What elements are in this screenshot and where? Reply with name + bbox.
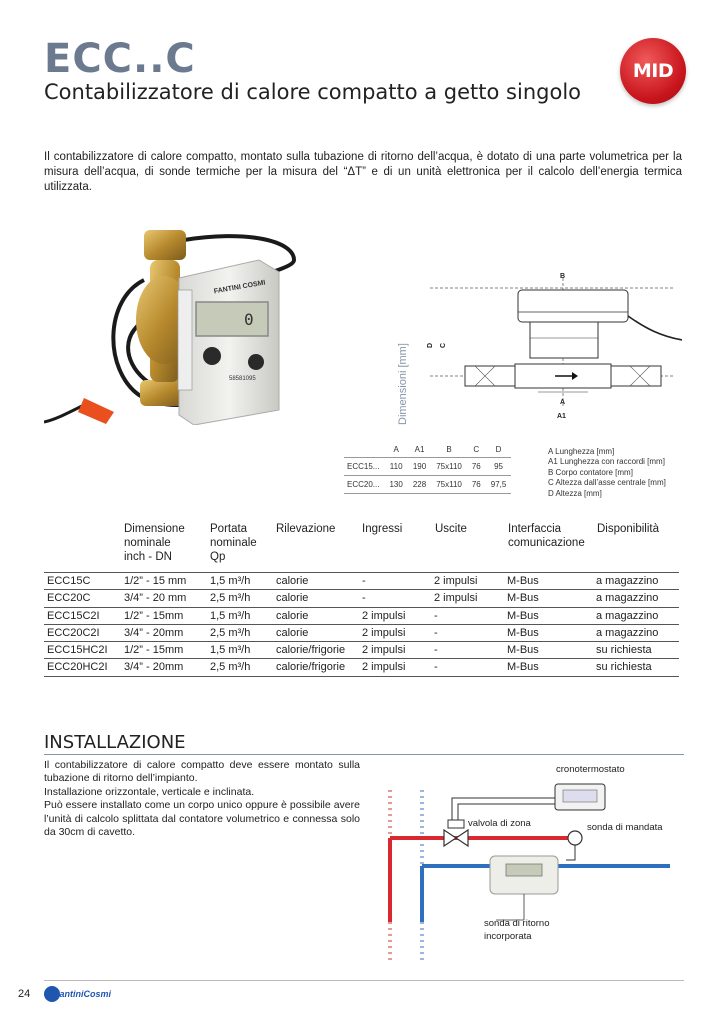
- installation-diagram: [380, 760, 690, 960]
- table-cell: calorie: [276, 575, 309, 587]
- dim-col-a1: A1: [414, 445, 425, 454]
- table-cell: 1/2” - 15mm: [124, 609, 184, 622]
- dim-a1-label: A1: [557, 413, 566, 420]
- legend-item: A1 Lunghezza con raccordi [mm]: [548, 457, 665, 467]
- table-cell: calorie/frigorie: [276, 661, 346, 674]
- table-cell: 1,5 m³/h: [210, 575, 251, 587]
- table-cell: 76: [467, 458, 486, 476]
- table-cell: 2 impulsi: [362, 661, 406, 674]
- brand-label: FANTINI COSMI: [213, 279, 266, 296]
- section-divider: [44, 754, 684, 755]
- table-cell: 130: [384, 476, 407, 494]
- col-header-ingressi: Ingressi: [362, 523, 403, 535]
- table-cell: -: [362, 575, 366, 587]
- table-cell: ECC20C: [47, 592, 91, 605]
- models-table: [44, 572, 679, 677]
- col-header-disponibilita: Disponibilità: [597, 523, 660, 535]
- footer-divider: [44, 980, 684, 981]
- legend-item: D Altezza [mm]: [548, 488, 602, 498]
- table-cell: calorie/frigorie: [276, 644, 346, 657]
- header-line: comunicazione: [508, 537, 585, 549]
- sonda-ritorno-line: sonda di ritorno: [484, 918, 550, 929]
- legend-item: C Altezza dall’asse centrale [mm]: [548, 478, 666, 488]
- installazione-paragraph: Il contabilizzatore di calore compatto deve essere montato sulla tubazione di ritorno dell’impianto.: [44, 759, 360, 785]
- table-cell: 2 impulsi: [434, 592, 478, 605]
- table-cell: 1/2” - 15 mm: [124, 575, 187, 587]
- table-row: [344, 458, 511, 476]
- mid-badge: MID: [620, 38, 686, 104]
- table-cell: 97,5: [486, 476, 512, 494]
- dim-col-d: D: [495, 445, 502, 454]
- table-cell: ECC15HC2I: [47, 644, 108, 657]
- dim-col-model: [344, 442, 384, 458]
- table-row: [44, 642, 679, 659]
- sonda-ritorno-label: [484, 918, 549, 943]
- table-cell: ECC20HC2I: [47, 661, 108, 674]
- table-cell: a magazzino: [596, 609, 659, 622]
- table-cell: M-Bus: [507, 644, 539, 657]
- table-cell: ECC15C: [47, 575, 91, 587]
- table-cell: 2 impulsi: [434, 575, 478, 587]
- table-cell: calorie: [276, 592, 309, 605]
- dimensions-table-header: [344, 442, 511, 458]
- dimensions-legend: [548, 447, 666, 499]
- table-cell: 1,5 m³/h: [210, 609, 251, 622]
- sonda-mandata-label: sonda di mandata: [587, 822, 663, 833]
- cronotermostato-label: cronotermostato: [556, 764, 625, 775]
- fantini-cosmi-logo: [44, 986, 111, 1002]
- table-cell: 2,5 m³/h: [210, 592, 251, 605]
- col-header-uscite: Uscite: [435, 523, 467, 535]
- table-cell: 3/4” - 20mm: [124, 661, 184, 674]
- col-header-rilevazione: Rilevazione: [276, 523, 336, 535]
- table-row: [44, 608, 679, 625]
- header-line: Qp: [210, 551, 226, 563]
- header-line: Dimensione: [124, 523, 185, 535]
- table-cell: -: [362, 592, 366, 605]
- table-cell: 75x110: [431, 476, 467, 494]
- sonda-ritorno-line: incorporata: [484, 930, 532, 942]
- table-cell: a magazzino: [596, 575, 659, 587]
- dim-col-a: A: [393, 445, 399, 454]
- dim-a-label: A: [560, 399, 566, 406]
- table-cell: -: [434, 626, 438, 639]
- table-cell: M-Bus: [507, 592, 539, 605]
- dimensions-axis-label: Dimensioni [mm]: [397, 343, 409, 425]
- installazione-heading: INSTALLAZIONE: [44, 732, 186, 753]
- col-header-portata: [210, 522, 257, 564]
- product-photo: [44, 220, 344, 425]
- table-row: [44, 625, 679, 642]
- header-line: Portata: [210, 523, 248, 535]
- dimensions-table: [344, 442, 511, 494]
- table-cell: 3/4” - 20 mm: [124, 592, 187, 605]
- table-cell: 3/4” - 20mm: [124, 626, 184, 639]
- page-number: 24: [18, 988, 31, 1000]
- table-row: [344, 476, 511, 494]
- col-header-dimensione: [124, 522, 185, 564]
- installazione-text: [44, 759, 360, 839]
- table-cell: ECC15...: [344, 458, 384, 476]
- intro-paragraph: Il contabilizzatore di calore compatto, montato sulla tubazione di ritorno dell’acqua, è dotato di una parte volumetrica per la misura dell’acqua, di sonde termiche per la misura del “ΔT” e di un unità elettronica per il calcolo dell’energia termica utilizzata.: [44, 151, 682, 193]
- table-cell: -: [434, 609, 438, 622]
- table-row: [44, 590, 679, 607]
- table-cell: -: [434, 661, 438, 674]
- table-cell: 95: [486, 458, 512, 476]
- table-cell: 2 impulsi: [362, 626, 406, 639]
- table-cell: calorie: [276, 626, 309, 639]
- table-cell: M-Bus: [507, 661, 539, 674]
- logo-text: FantiniCosmi: [54, 989, 112, 999]
- serial-label: 58581095: [229, 376, 256, 382]
- table-cell: M-Bus: [507, 609, 539, 622]
- table-cell: 2,5 m³/h: [210, 661, 251, 674]
- page-subtitle: Contabilizzatore di calore compatto a getto singolo: [44, 80, 581, 104]
- table-cell: su richiesta: [596, 644, 652, 657]
- table-cell: 2,5 m³/h: [210, 626, 251, 639]
- installazione-paragraph: Può essere installato come un corpo unico oppure è possibile avere l’unità di calcolo splittata dal contatore volumetrico e connessa solo da 30cm di cavetto.: [44, 799, 360, 839]
- table-cell: 2 impulsi: [362, 609, 406, 622]
- dim-c-label: C: [440, 342, 447, 348]
- installazione-paragraph: Installazione orizzontale, verticale e inclinata.: [44, 785, 255, 798]
- table-cell: 76: [467, 476, 486, 494]
- header-line: nominale: [124, 537, 171, 549]
- header-line: nominale: [210, 537, 257, 549]
- col-header-interfaccia: [508, 522, 585, 550]
- table-cell: 1,5 m³/h: [210, 644, 251, 657]
- dim-b-label: B: [560, 273, 566, 280]
- dim-col-b: B: [446, 445, 452, 454]
- table-cell: M-Bus: [507, 575, 539, 587]
- table-cell: a magazzino: [596, 592, 659, 605]
- table-cell: 1/2” - 15mm: [124, 644, 184, 657]
- table-cell: a magazzino: [596, 626, 659, 639]
- table-cell: ECC20C2I: [47, 626, 100, 639]
- dim-col-c: C: [473, 445, 480, 454]
- legend-item: B Corpo contatore [mm]: [548, 467, 633, 477]
- display-value: 0: [244, 310, 254, 329]
- table-row: [44, 573, 679, 590]
- table-cell: M-Bus: [507, 626, 539, 639]
- dimension-drawing: [420, 268, 682, 428]
- table-cell: su richiesta: [596, 661, 652, 674]
- valvola-label: valvola di zona: [468, 818, 531, 829]
- table-cell: 228: [408, 476, 431, 494]
- table-cell: -: [434, 644, 438, 657]
- table-cell: 190: [408, 458, 431, 476]
- table-cell: ECC15C2I: [47, 609, 100, 622]
- header-line: inch - DN: [124, 551, 172, 563]
- header-line: Interfaccia: [508, 523, 562, 535]
- table-cell: ECC20...: [344, 476, 384, 494]
- table-cell: 2 impulsi: [362, 644, 406, 657]
- table-cell: 75x110: [431, 458, 467, 476]
- table-cell: calorie: [276, 609, 309, 622]
- dim-d-label: D: [427, 342, 434, 348]
- legend-item: A Lunghezza [mm]: [548, 447, 615, 456]
- table-row: [44, 659, 679, 676]
- table-cell: 110: [384, 458, 407, 476]
- page-title: ECC..C: [44, 36, 196, 82]
